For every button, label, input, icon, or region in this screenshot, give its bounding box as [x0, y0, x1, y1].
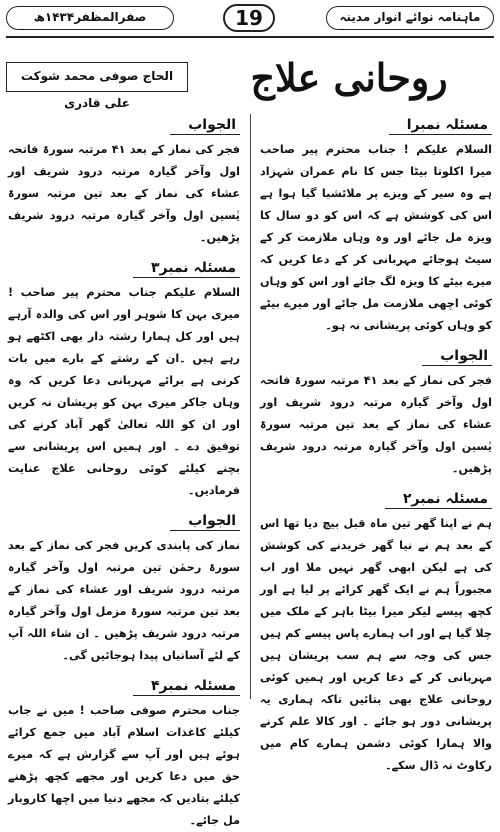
question-4-text: جناب محترم صوفی صاحب ! میں نے جاب کیلئے کاغذات اسلام آباد میں جمع کرائے ہوئے ہیں اور آپ سے گزارش ہے کہ میرے حق میں دعا کریں اور مجھے کچھ پڑھنے کیلئے بتادیں کہ مجھے دنیا میں اچھا کاروبار مل جائے۔	[8, 704, 240, 827]
column-divider	[250, 114, 251, 699]
answer-3-heading: الجواب	[170, 513, 240, 531]
right-column	[260, 114, 493, 772]
answer-prev-heading: الجواب	[170, 117, 240, 135]
page-header	[6, 4, 494, 34]
article-title: روحانی علاج	[250, 55, 448, 100]
page-number: 19	[223, 4, 275, 32]
magazine-name: ماہنامہ نوائے انوار مدینہ	[326, 6, 494, 30]
author-name: الحاج صوفی محمد شوکت علی قادری	[6, 62, 188, 92]
question-3-heading: مسئلہ نمبر۳	[133, 260, 240, 278]
answer-1-text: فجر کی نماز کے بعد ۴۱ مرتبہ سورۃ فاتحہ اول وآخر گیارہ مرتبہ درود شریف اور عشاء کی نماز کے بعد تین مرتبہ سورۃ یٰسین اول وآخر گیارہ مرتبہ درود شریف پڑھیں۔	[260, 374, 493, 475]
title-row	[6, 50, 494, 110]
question-1-heading: مسئلہ نمبرا	[389, 117, 492, 135]
question-1-text: السلام علیکم ! جناب محترم پیر صاحب میرا اکلوتا بیٹا جس کا نام عمران شہزاد ہے وہ سیر کے ویزے پر ملائشیا گیا ہوا ہے اس کی کوشش ہے کہ اس کو دو سال کا ویزہ مل جائے اور وہ وہاں ملازمت کر کے سیٹ ہوجائے مہربانی کر کے دعا کریں کہ میرے بیٹے کا ویزہ لگ جائے اور اس کو وہاں کوئی اچھی ملازمت مل جائے اور میرے بیٹے کو وہاں کوئی پریشانی نہ ہو۔	[260, 143, 492, 332]
answer-3-text: نماز کی پابندی کریں فجر کی نماز کے بعد سورۃ رحمٰن تین مرتبہ اول وآخر گیارہ مرتبہ درود شریف اور عشاء کی نماز کے بعد تین مرتبہ سورۃ مزمل اول وآخر گیارہ مرتبہ درود شریف پڑھیں ۔ ان شاء اللہ آپ کے لئے آسانیاں پیدا ہوجائیں گی۔	[8, 539, 240, 662]
left-column	[8, 114, 241, 827]
issue-date: صفرالمظفر۱۴۳۴ھ	[6, 6, 174, 30]
question-2-heading: مسئلہ نمبر۲	[385, 491, 492, 509]
question-2-text: ہم نے اپنا گھر تین ماہ قبل بیچ دیا تھا اس کے بعد ہم نے نیا گھر خریدنے کی کوشش کی ہے لیکن ابھی گھر نہیں ملا اور اب مجبوراً ہم نے ایک گھر کرائے پر لیا ہے اور کچھ پیسے لیکر میرا بیٹا باہر کے ملک میں چلا گیا ہے اور اب ہمارے پاس پیسے کم ہیں جس کی وجہ سے ہم سب پریشان ہیں مہربانی کر کے دعا کریں اور ہمیں کوئی روحانی علاج بھی بتائیں تاکہ ہماری یہ پریشانی دور ہو جائے ۔ اور کالا علم کرنے والا ہمارا کوئی دشمن ہمارے کام میں رکاوٹ نہ ڈال سکے۔	[260, 517, 492, 772]
header-rule	[6, 36, 494, 38]
answer-1-heading: الجواب	[422, 348, 492, 366]
question-4-heading: مسئلہ نمبر۴	[133, 678, 240, 696]
question-3-text: السلام علیکم جناب محترم پیر صاحب ! میری بہن کا شوہر اور اس کی والدہ آرہے ہیں اور کل ہمارا رشتہ دار بھی اکٹھے ہو رہے ہیں ۔ان کے رشتے کے بارے میں بات کرنی ہے برائے مہربانی دعا کریں کہ وہ وہاں جاکر میری بہن کو پریشان نہ کریں اور ان کو اللہ تعالیٰ گھر آباد کرنے کی توفیق دے ۔ اور ہمیں اس پریشانی سے بچنے کیلئے کوئی روحانی علاج عنایت فرمادیں۔	[8, 286, 240, 497]
answer-prev-text: فجر کی نماز کے بعد ۴۱ مرتبہ سورۃ فاتحہ اول وآخر گیارہ مرتبہ درود شریف اور عشاء کی نماز کے بعد تین مرتبہ سورۃ یٰسین اول وآخر گیارہ مرتبہ درود شریف پڑھیں۔	[8, 143, 241, 244]
